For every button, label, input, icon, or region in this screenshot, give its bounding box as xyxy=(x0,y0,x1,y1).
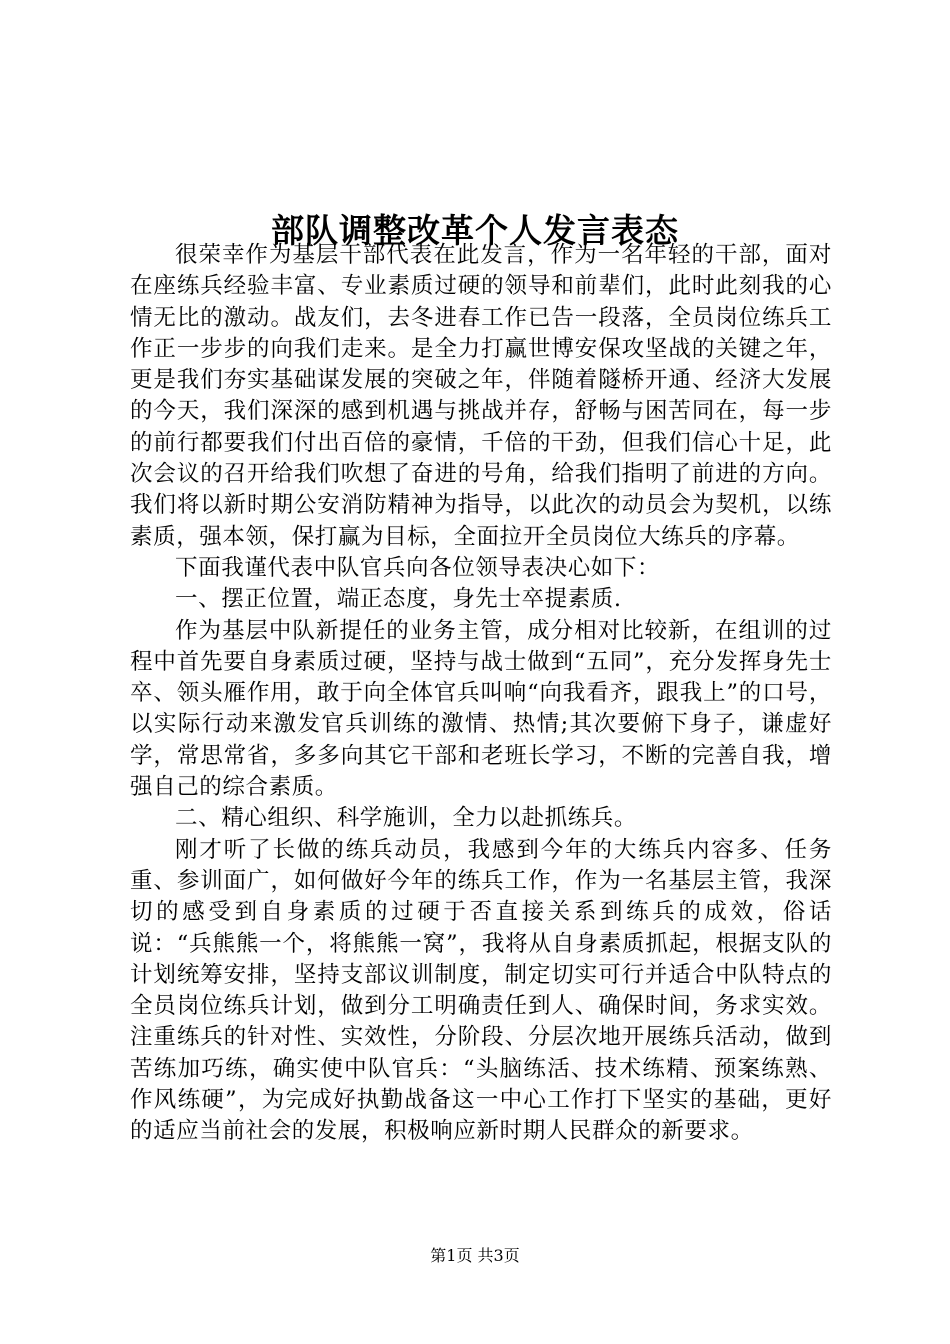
paragraph-section-2: 刚才听了长做的练兵动员，我感到今年的大练兵内容多、任务重、参训面广，如何做好今年的练兵工作，作为一名基层主管，我深切的感受到自身素质的过硬于否直接关系到练兵的成效，俗话说：“兵熊熊一个，将熊熊一窝”，我将从自身素质抓起，根据支队的计划统筹安排，坚持支部议训制度，制定切实可行并适合中队特点的全员岗位练兵计划，做到分工明确责任到人、确保时间，务求实效。注重练兵的针对性、实效性，分阶段、分层次地开展练兵活动，做到苦练加巧练，确实使中队官兵：“头脑练活、技术练精、预案练熟、作风练硬”，为完成好执勤战备这一中心工作打下坚实的基础，更好的适应当前社会的发展，积极响应新时期人民群众的新要求。 xyxy=(130,836,832,1145)
page-footer: 第1页 共3页 xyxy=(430,1246,520,1265)
document-body xyxy=(130,240,832,1148)
paragraph-section-1: 作为基层中队新提任的业务主管，成分相对比较新，在组训的过程中首先要自身素质过硬，坚持与战士做到“五同”，充分发挥身先士卒、领头雁作用，敢于向全体官兵叫响“向我看齐，跟我上”的口号，以实际行动来激发官兵训练的激情、热情;其次要俯下身子，谦虚好学，常思常省，多多向其它干部和老班长学习，不断的完善自我，增强自己的综合素质。 xyxy=(130,617,832,801)
document-title: 部队调整改革个人发言表态 xyxy=(271,211,679,251)
paragraph-intro: 很荣幸作为基层干部代表在此发言，作为一名年轻的干部，面对在座练兵经验丰富、专业素质过硬的领导和前辈们，此时此刻我的心情无比的激动。战友们，去冬进春工作已告一段落，全员岗位练兵工作正一步步的向我们走来。是全力打赢世博安保攻坚战的关键之年，更是我们夯实基础谋发展的突破之年，伴随着隧桥开通、经济大发展的今天，我们深深的感到机遇与挑战并存，舒畅与困苦同在，每一步的前行都要我们付出百倍的豪情，千倍的干劲，但我们信心十足，此次会议的召开给我们吹想了奋进的号角，给我们指明了前进的方向。我们将以新时期公安消防精神为指导，以此次的动员会为契机，以练素质，强本领，保打赢为目标，全面拉开全员岗位大练兵的序幕。 xyxy=(130,242,832,550)
paragraph-pledge-intro: 下面我谨代表中队官兵向各位领导表决心如下： xyxy=(175,554,661,581)
section-heading-1: 一、摆正位置，端正态度，身先士卒提素质. xyxy=(175,586,622,613)
section-heading-2: 二、精心组织、科学施训，全力以赴抓练兵。 xyxy=(175,805,638,832)
